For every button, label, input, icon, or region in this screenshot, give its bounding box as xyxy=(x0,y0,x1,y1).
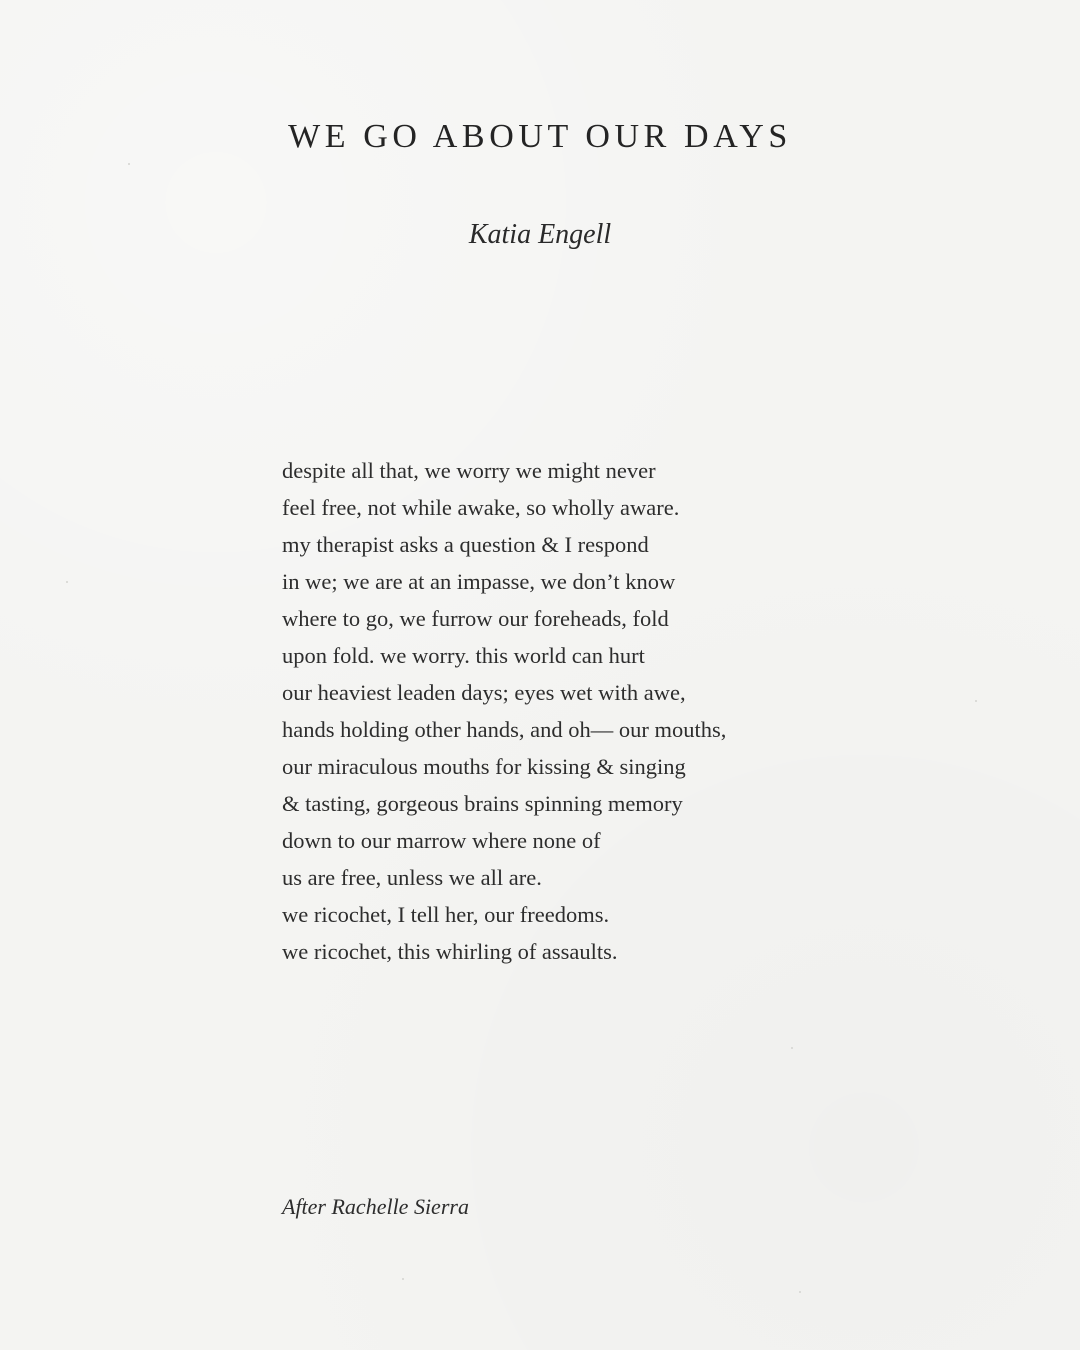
poem-title: WE GO ABOUT OUR DAYS xyxy=(288,118,792,155)
paper-speck xyxy=(799,1291,801,1293)
poem-body xyxy=(282,452,922,970)
poem-line: our miraculous mouths for kissing & singing xyxy=(282,754,686,779)
poem-line: upon fold. we worry. this world can hurt xyxy=(282,643,645,668)
poem-line: where to go, we furrow our foreheads, fold xyxy=(282,606,669,631)
poem-line: us are free, unless we all are. xyxy=(282,865,542,890)
paper-speck xyxy=(66,581,68,583)
poem-line: & tasting, gorgeous brains spinning memory xyxy=(282,791,683,816)
poem-line: in we; we are at an impasse, we don’t know xyxy=(282,569,676,594)
paper-speck xyxy=(128,163,130,165)
poem-line: our heaviest leaden days; eyes wet with awe, xyxy=(282,680,686,705)
paper-speck xyxy=(975,700,977,702)
poem-line: my therapist asks a question & I respond xyxy=(282,532,649,557)
poem-dedication: After Rachelle Sierra xyxy=(282,1194,469,1219)
poem-author: Katia Engell xyxy=(468,219,612,250)
paper-speck xyxy=(791,1047,793,1049)
poem-line: hands holding other hands, and oh— our mouths, xyxy=(282,717,727,742)
poem-line: we ricochet, this whirling of assaults. xyxy=(282,939,618,964)
paper-speck xyxy=(402,1278,404,1280)
poem-line: feel free, not while awake, so wholly aware. xyxy=(282,495,680,520)
poem-line: down to our marrow where none of xyxy=(282,828,601,853)
poem-line: despite all that, we worry we might never xyxy=(282,458,656,483)
poem-line: we ricochet, I tell her, our freedoms. xyxy=(282,902,610,927)
